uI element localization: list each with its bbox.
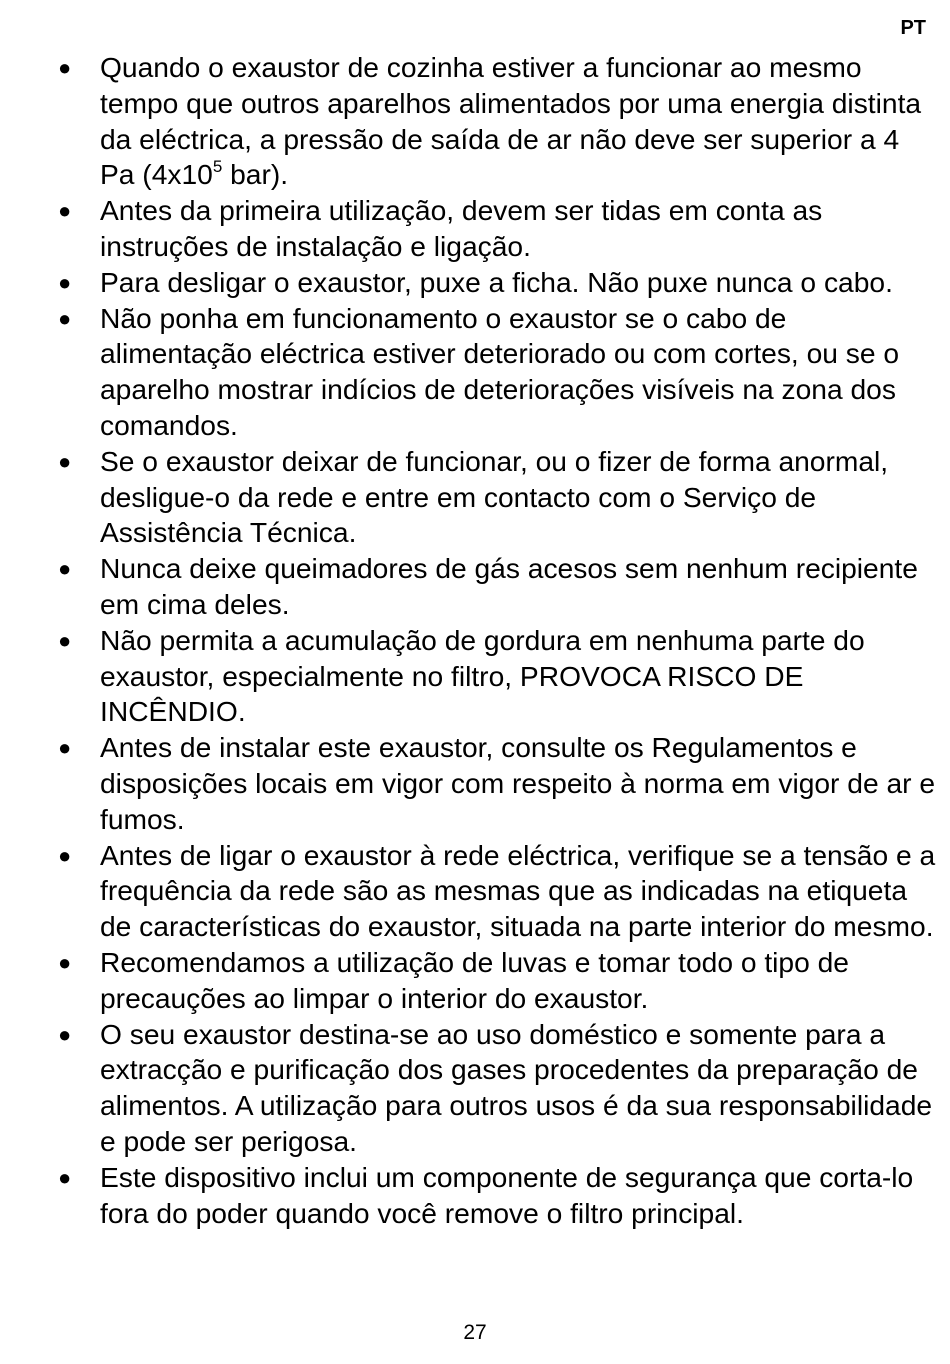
list-item xyxy=(56,301,936,444)
list-item xyxy=(56,1017,936,1160)
list-item xyxy=(56,945,936,1017)
bullet-icon: ● xyxy=(58,1164,72,1190)
list-item xyxy=(56,444,936,551)
list-item-text: Para desligar o exaustor, puxe a ficha. Não puxe nunca o cabo. xyxy=(100,265,893,298)
list-item-text: Se o exaustor deixar de funcionar, ou o fizer de forma anormal, desligue-o da rede e entre em contacto com o Serviço de Assistência Técnica. xyxy=(100,444,889,549)
list-item-text: Nunca deixe queimadores de gás acesos sem nenhum recipiente em cima deles. xyxy=(100,552,918,620)
list-item xyxy=(56,551,936,623)
list-item xyxy=(56,193,936,265)
list-item-text: Recomendamos a utilização de luvas e tomar todo o tipo de precauções ao limpar o interior do exaustor. xyxy=(100,945,849,1014)
list-item xyxy=(56,1160,936,1232)
list-item-text: O seu exaustor destina-se ao uso doméstico e somente para a extracção e purificação dos gases procedentes da preparação de alimentos. A utilização para outros usos é da sua responsabilidade e pode ser perigosa. xyxy=(100,1017,933,1157)
list-item xyxy=(56,50,936,193)
list-item-text: Antes da primeira utilização, devem ser tidas em conta as instruções de instalação e ligação. xyxy=(100,194,823,262)
list-item xyxy=(56,838,936,945)
list-item-text: Não ponha em funcionamento o exaustor se o cabo de alimentação eléctrica estiver deteriorado ou com cortes, ou se o aparelho mostrar indícios de deteriorações visíveis na zona dos comandos. xyxy=(100,301,900,441)
list-item xyxy=(56,623,936,730)
bullet-icon: ● xyxy=(58,1021,72,1047)
bullet-icon: ● xyxy=(58,842,72,868)
list-item-text: Quando o exaustor de cozinha estiver a funcionar ao mesmo tempo que outros aparelhos alimentados por uma energia distinta da eléctrica, a pressão de saída de ar não deve ser superior a 4 Pa ($4x10^5$ bar). xyxy=(100,51,922,191)
safety-instructions-list xyxy=(56,50,936,1231)
bullet-icon: ● xyxy=(58,305,72,331)
bullet-icon: ● xyxy=(58,198,72,224)
superscript-exponent: 5 xyxy=(212,157,223,176)
list-item-text: Este dispositivo inclui um componente de segurança que corta-lo fora do poder quando você remove o filtro principal. xyxy=(100,1160,914,1229)
bullet-icon: ● xyxy=(58,627,72,653)
bullet-icon: ● xyxy=(58,448,72,474)
list-item xyxy=(56,730,936,837)
list-item-text: Antes de instalar este exaustor, consulte os Regulamentos e disposições locais em vigor com respeito à norma em vigor de ar e fumos. xyxy=(100,731,936,835)
bullet-icon: ● xyxy=(58,55,72,80)
list-item-text: Não permita a acumulação de gordura em nenhuma parte do exaustor, especialmente no filtro, PROVOCA RISCO DE INCÊNDIO. xyxy=(100,623,865,728)
language-tag: PT xyxy=(900,17,926,39)
list-item-text: Antes de ligar o exaustor à rede eléctrica, verifique se a tensão e a frequência da rede são as mesmas que as indicadas na etiqueta de características do exaustor, situada na parte interior do mesmo. xyxy=(100,838,936,943)
bullet-icon: ● xyxy=(58,269,72,295)
page-number: 27 xyxy=(463,1321,487,1344)
list-item xyxy=(56,265,936,301)
bullet-icon: ● xyxy=(58,949,72,975)
bullet-icon: ● xyxy=(58,735,72,761)
bullet-icon: ● xyxy=(58,556,72,582)
